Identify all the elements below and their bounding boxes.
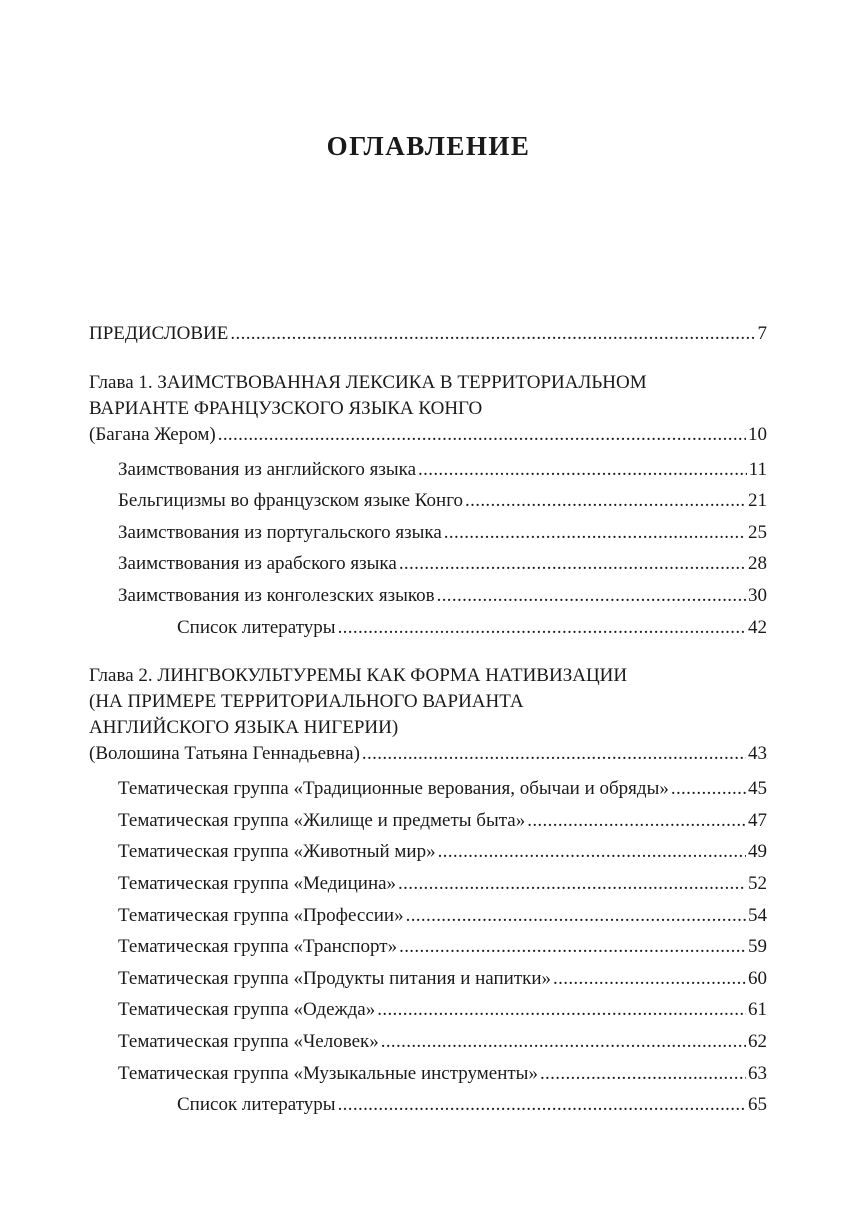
entry-label: Бельгицизмы во французском языке Конго <box>118 490 464 512</box>
page-number: 43 <box>748 743 767 765</box>
entry-label: Список литературы <box>177 616 336 638</box>
toc-entry-section[interactable] <box>89 1058 767 1090</box>
page-number: 11 <box>748 458 767 480</box>
entry-label: Тематическая группа «Животный мир» <box>118 841 436 863</box>
toc-entry-section[interactable] <box>89 805 767 837</box>
page-number: 63 <box>748 1062 767 1084</box>
toc-entry-section[interactable] <box>89 548 767 580</box>
dot-leader <box>465 485 746 517</box>
table-of-contents <box>89 318 767 1121</box>
toc-entry-section[interactable] <box>89 773 767 805</box>
dot-leader <box>399 931 746 963</box>
page-number: 45 <box>748 778 767 800</box>
dot-leader <box>438 836 746 868</box>
dot-leader <box>230 318 755 350</box>
dot-leader <box>338 1089 746 1121</box>
entry-label: (Волошина Татьяна Геннадьевна) <box>89 743 360 765</box>
chapter-heading-line[interactable]: Глава 2. ЛИНГВОКУЛЬТУРЕМЫ КАК ФОРМА НАТИВИЗАЦИИ <box>89 665 628 687</box>
page-number: 59 <box>748 936 767 958</box>
toc-entry-section[interactable] <box>89 900 767 932</box>
page-title: ОГЛАВЛЕНИЕ <box>326 131 531 161</box>
dot-leader <box>527 805 746 837</box>
page-number: 52 <box>748 872 767 894</box>
toc-entry-section[interactable] <box>89 868 767 900</box>
toc-entry-section[interactable] <box>89 454 767 486</box>
dot-leader <box>671 773 746 805</box>
chapter-1 <box>89 370 767 644</box>
entry-label: Заимствования из арабского языка <box>118 553 397 575</box>
dot-leader <box>338 612 746 644</box>
toc-entry-references[interactable] <box>89 612 767 644</box>
chapter-heading-line[interactable]: (НА ПРИМЕРЕ ТЕРРИТОРИАЛЬНОГО ВАРИАНТА <box>89 691 524 713</box>
entry-label: Заимствования из конголезских языков <box>118 584 435 606</box>
dot-leader <box>418 454 747 486</box>
page-number: 61 <box>748 999 767 1021</box>
dot-leader <box>437 580 746 612</box>
toc-entry-section[interactable] <box>89 836 767 868</box>
page-number: 25 <box>748 521 767 543</box>
page-number: 10 <box>748 423 767 445</box>
entry-label: (Багана Жером) <box>89 423 216 445</box>
dot-leader <box>399 548 746 580</box>
toc-entry-chapter-author[interactable] <box>89 741 767 767</box>
chapter-heading-line[interactable]: АНГЛИЙСКОГО ЯЗЫКА НИГЕРИИ) <box>89 717 399 739</box>
page-number: 42 <box>748 616 767 638</box>
page-number: 54 <box>748 904 767 926</box>
page-number: 21 <box>748 490 767 512</box>
chapter-2 <box>89 663 767 1121</box>
entry-label: Тематическая группа «Профессии» <box>118 904 404 926</box>
toc-entry-section[interactable] <box>89 994 767 1026</box>
entry-label: Список литературы <box>177 1094 336 1116</box>
dot-leader <box>540 1058 746 1090</box>
toc-entry-section[interactable] <box>89 1026 767 1058</box>
entry-label: Тематическая группа «Человек» <box>118 1030 379 1052</box>
entry-label: Тематическая группа «Транспорт» <box>118 936 398 958</box>
dot-leader <box>377 994 746 1026</box>
dot-leader <box>362 741 746 767</box>
toc-entry-section[interactable] <box>89 517 767 549</box>
dot-leader <box>218 422 746 448</box>
page-number: 60 <box>748 967 767 989</box>
dot-leader <box>444 517 746 549</box>
page-number: 47 <box>748 809 767 831</box>
toc-entry-section[interactable] <box>89 580 767 612</box>
toc-entry-preface[interactable] <box>89 318 767 350</box>
page-number: 28 <box>748 553 767 575</box>
toc-entry-references[interactable] <box>89 1089 767 1121</box>
dot-leader <box>406 900 746 932</box>
entry-label: Тематическая группа «Музыкальные инструменты» <box>118 1062 538 1084</box>
entry-label: Тематическая группа «Традиционные верования, обычаи и обряды» <box>118 778 669 800</box>
page-number: 7 <box>757 323 767 344</box>
entry-label: Тематическая группа «Одежда» <box>118 999 376 1021</box>
entry-label: Тематическая группа «Жилище и предметы быта» <box>118 809 526 831</box>
entry-label: Тематическая группа «Медицина» <box>118 872 397 894</box>
entry-label: Заимствования из английского языка <box>118 458 417 480</box>
dot-leader <box>553 963 746 995</box>
entry-label: Тематическая группа «Продукты питания и напитки» <box>118 967 552 989</box>
page-number: 62 <box>748 1030 767 1052</box>
toc-entry-section[interactable] <box>89 931 767 963</box>
page-number: 49 <box>748 841 767 863</box>
chapter-heading-line[interactable]: Глава 1. ЗАИМСТВОВАННАЯ ЛЕКСИКА В ТЕРРИТОРИАЛЬНОМ <box>89 371 647 393</box>
toc-entry-chapter-author[interactable] <box>89 422 767 448</box>
toc-entry-section[interactable] <box>89 485 767 517</box>
spacer <box>89 643 767 663</box>
page-number: 65 <box>748 1094 767 1116</box>
page-number: 30 <box>748 584 767 606</box>
spacer <box>89 350 767 370</box>
entry-label: ПРЕДИСЛОВИЕ <box>89 323 229 344</box>
dot-leader <box>398 868 746 900</box>
dot-leader <box>381 1026 746 1058</box>
chapter-heading-line[interactable]: ВАРИАНТЕ ФРАНЦУЗСКОГО ЯЗЫКА КОНГО <box>89 397 483 419</box>
toc-entry-section[interactable] <box>89 963 767 995</box>
entry-label: Заимствования из португальского языка <box>118 521 442 543</box>
